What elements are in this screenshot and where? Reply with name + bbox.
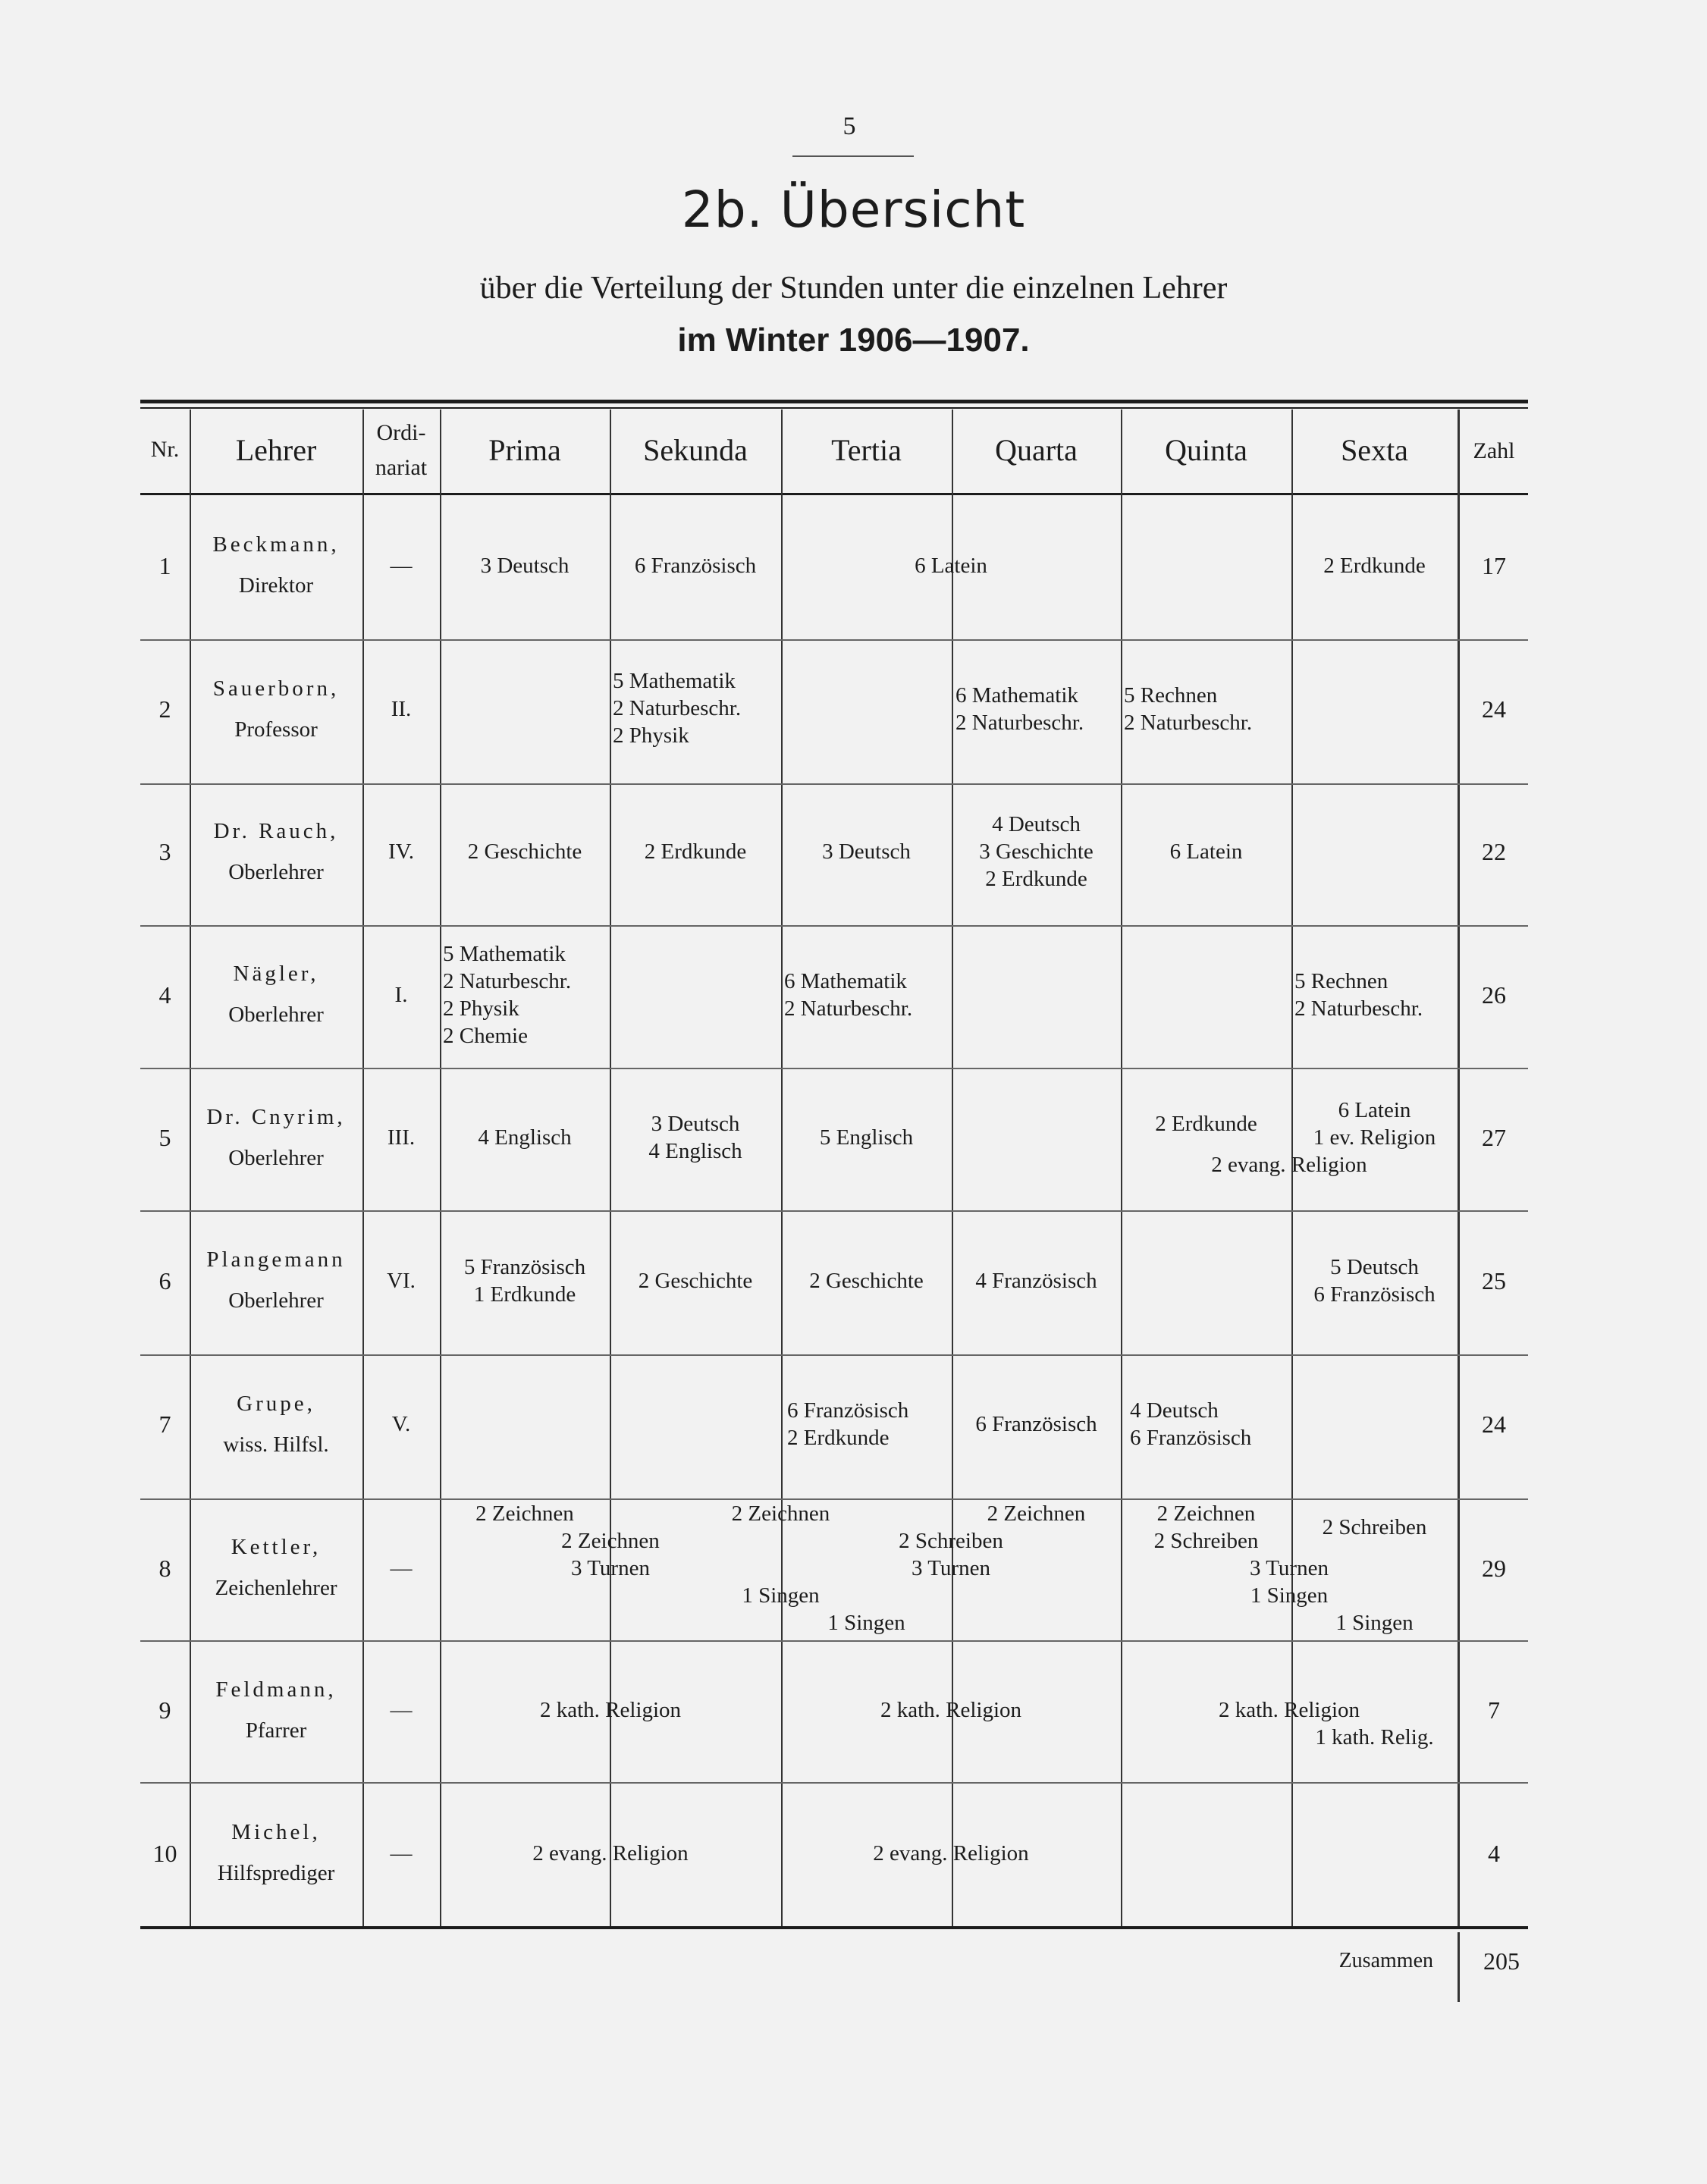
row-divider: [140, 1782, 1528, 1784]
cell-tertia-quarta: 3 Turnen: [912, 1556, 990, 1580]
cell-sekunda: 4 Englisch: [648, 1139, 742, 1163]
cell-sexta: 5 Deutsch: [1330, 1255, 1419, 1279]
cell-prima-tertia: 1 Singen: [742, 1583, 820, 1608]
cell-prima-sekunda: 2 evang. Religion: [532, 1841, 689, 1866]
ordinariat: —: [390, 1841, 413, 1866]
table-header-rule: [140, 493, 1528, 495]
cell-quarta: 2 Zeichnen: [987, 1502, 1086, 1526]
cell-quinta: 2 Erdkunde: [1155, 1112, 1257, 1136]
teacher-title: Hilfsprediger: [217, 1861, 335, 1885]
header-quarta: Quarta: [995, 433, 1078, 467]
cell-quinta: 2 Naturbeschr.: [1124, 711, 1253, 735]
ordinariat: —: [390, 1556, 413, 1580]
teacher-name: Nägler,: [233, 962, 319, 986]
row-total: 27: [1482, 1124, 1506, 1151]
cell-quinta-sexta: 2 kath. Religion: [1218, 1698, 1360, 1722]
cell-quinta: 2 Schreiben: [1153, 1529, 1259, 1553]
cell-sexta: 5 Rechnen: [1294, 969, 1389, 993]
row-total: 29: [1482, 1555, 1506, 1582]
cell-prima: 2 Zeichnen: [475, 1502, 574, 1526]
cell-prima: 4 Englisch: [478, 1125, 572, 1150]
cell-quarta: 4 Französisch: [975, 1269, 1097, 1293]
ordinariat: —: [390, 554, 413, 578]
row-number: 10: [152, 1840, 177, 1867]
cell-tertia-quarta: 2 kath. Religion: [880, 1698, 1022, 1722]
teacher-name: Sauerborn,: [212, 676, 340, 701]
cell-tertia: 2 Erdkunde: [787, 1426, 890, 1450]
cell-sexta: 1 kath. Relig.: [1315, 1725, 1434, 1749]
cell-quinta: 4 Deutsch: [1130, 1398, 1219, 1423]
row-divider: [140, 639, 1528, 641]
row-total: 22: [1482, 838, 1506, 865]
header-ordinariat-2: nariat: [375, 455, 428, 480]
cell-tertia: 2 Naturbeschr.: [784, 996, 913, 1021]
row-total: 25: [1482, 1267, 1506, 1294]
cell-quinta-sexta-shared: 2 evang. Religion: [1211, 1153, 1367, 1177]
teacher-name: Plangemann: [206, 1247, 346, 1272]
page-title: 2b. Übersicht: [681, 180, 1026, 239]
cell-tertia: 6 Französisch: [787, 1398, 909, 1423]
cell-sexta: 2 Schreiben: [1322, 1515, 1427, 1539]
row-total: 7: [1488, 1696, 1500, 1724]
table-top-rule-thin: [140, 407, 1528, 409]
row-total: 17: [1482, 552, 1506, 579]
ordinariat: IV.: [388, 839, 415, 864]
cell-tertia-quarta: 2 Schreiben: [899, 1529, 1003, 1553]
cell-sexta: 1 ev. Religion: [1313, 1125, 1436, 1150]
teacher-title: Oberlehrer: [228, 860, 324, 884]
cell-prima-sekunda: 2 kath. Religion: [539, 1698, 682, 1722]
cell-prima: 2 Geschichte: [467, 839, 582, 864]
page-subtitle-period: im Winter 1906—1907.: [677, 322, 1030, 359]
cell-sekunda: 2 Erdkunde: [644, 839, 747, 864]
cell-sekunda-tertia: 1 Singen: [827, 1611, 905, 1635]
row-number: 4: [158, 981, 171, 1009]
teacher-title: Pfarrer: [245, 1718, 307, 1743]
teacher-title: Oberlehrer: [228, 1288, 324, 1313]
cell-sexta: 2 Naturbeschr.: [1294, 996, 1423, 1021]
table-top-rule-thick: [140, 400, 1528, 403]
row-number: 9: [158, 1696, 171, 1724]
teacher-title: Zeichenlehrer: [215, 1576, 337, 1600]
row-number: 5: [158, 1124, 171, 1151]
cell-prima: 2 Naturbeschr.: [443, 969, 572, 993]
cell-sekunda: 2 Naturbeschr.: [613, 696, 742, 720]
cell-quinta: 6 Latein: [1169, 839, 1243, 864]
header-nr: Nr.: [150, 437, 180, 462]
row-total: 4: [1488, 1840, 1500, 1867]
cell-tertia-quarta: 2 evang. Religion: [873, 1841, 1029, 1866]
cell-quarta: 2 Naturbeschr.: [955, 711, 1084, 735]
cell-quarta: 6 Mathematik: [955, 683, 1078, 708]
teacher-name: Dr. Cnyrim,: [206, 1105, 346, 1129]
ordinariat: —: [390, 1698, 413, 1722]
cell-prima: 3 Deutsch: [480, 554, 570, 578]
cell-prima: 5 Mathematik: [443, 942, 566, 966]
teacher-title: Professor: [234, 717, 318, 742]
ordinariat: VI.: [387, 1269, 416, 1293]
cell-quarta: 2 Erdkunde: [985, 867, 1087, 891]
total-label: Zusammen: [1338, 1949, 1433, 1972]
cell-sexta: 6 Latein: [1338, 1098, 1411, 1122]
teacher-name: Kettler,: [231, 1535, 322, 1559]
cell-sexta: 2 Erdkunde: [1323, 554, 1426, 578]
cell-tertia: 6 Mathematik: [784, 969, 907, 993]
teacher-title: wiss. Hilfsl.: [223, 1432, 329, 1457]
teacher-title: Oberlehrer: [228, 1003, 324, 1027]
cell-sekunda: 3 Deutsch: [651, 1112, 740, 1136]
teacher-name: Dr. Rauch,: [213, 819, 339, 843]
row-divider: [140, 925, 1528, 927]
row-number: 6: [158, 1267, 171, 1294]
row-divider: [140, 1210, 1528, 1212]
header-tertia: Tertia: [831, 433, 902, 467]
row-number: 3: [158, 838, 171, 865]
cell-quinta: 2 Zeichnen: [1156, 1502, 1256, 1526]
row-number: 7: [158, 1410, 171, 1438]
row-divider: [140, 783, 1528, 785]
row-total: 24: [1482, 1410, 1506, 1438]
cell-prima: 1 Erdkunde: [473, 1282, 576, 1307]
cell-sekunda: 5 Mathematik: [613, 669, 736, 693]
header-zahl: Zahl: [1473, 438, 1515, 463]
cell-quinta-sexta: 3 Turnen: [1250, 1556, 1329, 1580]
row-number: 8: [158, 1555, 171, 1582]
header-ordinariat-1: Ordi-: [376, 420, 426, 445]
teacher-title: Oberlehrer: [228, 1146, 324, 1170]
row-total: 24: [1482, 695, 1506, 723]
header-prima: Prima: [488, 433, 561, 467]
cell-prima: 2 Physik: [443, 996, 519, 1021]
teacher-name: Grupe,: [237, 1392, 315, 1416]
page-number: 5: [843, 112, 856, 140]
table-bottom-rule: [140, 1926, 1528, 1929]
ordinariat: II.: [391, 697, 412, 721]
cell-prima: 2 Chemie: [443, 1024, 528, 1048]
teacher-name: Feldmann,: [215, 1677, 337, 1702]
cell-quinta: 5 Rechnen: [1124, 683, 1218, 708]
cell-quarta-sexta: 1 Singen: [1250, 1583, 1329, 1608]
cell-sexta: 6 Französisch: [1313, 1282, 1436, 1307]
ordinariat: V.: [391, 1412, 411, 1436]
cell-tertia: 3 Deutsch: [822, 839, 911, 864]
cell-sekunda-tertia: 2 Zeichnen: [731, 1502, 830, 1526]
header-lehrer: Lehrer: [235, 433, 317, 467]
header-sekunda: Sekunda: [643, 433, 748, 467]
cell-prima: 5 Französisch: [463, 1255, 586, 1279]
row-divider: [140, 1640, 1528, 1642]
cell-quarta: 4 Deutsch: [992, 812, 1081, 836]
cell-sekunda: 2 Geschichte: [638, 1269, 753, 1293]
teacher-title: Direktor: [238, 573, 314, 598]
page-number-rule: [792, 155, 914, 157]
teacher-name: Beckmann,: [212, 532, 340, 557]
row-divider: [140, 1068, 1528, 1069]
cell-sekunda: 2 Physik: [613, 723, 689, 748]
row-number: 1: [158, 552, 171, 579]
cell-prima-sekunda: 3 Turnen: [571, 1556, 650, 1580]
ordinariat: I.: [394, 983, 408, 1007]
row-divider: [140, 1354, 1528, 1356]
row-number: 2: [158, 695, 171, 723]
cell-sexta: 1 Singen: [1335, 1611, 1414, 1635]
cell-quarta: 3 Geschichte: [979, 839, 1094, 864]
cell-quarta: 6 Französisch: [975, 1412, 1097, 1436]
header-sexta: Sexta: [1341, 433, 1408, 467]
ordinariat: III.: [387, 1125, 416, 1150]
cell-prima-sekunda: 2 Zeichnen: [561, 1529, 660, 1553]
page-subtitle: über die Verteilung der Stunden unter die einzelnen Lehrer: [479, 271, 1228, 306]
row-total: 26: [1482, 981, 1506, 1009]
teacher-name: Michel,: [231, 1820, 321, 1844]
cell-tertia: 2 Geschichte: [809, 1269, 924, 1293]
cell-sekunda: 6 Französisch: [634, 554, 757, 578]
header-quinta: Quinta: [1165, 433, 1247, 467]
grand-total: 205: [1483, 1947, 1520, 1975]
cell-tertia: 5 Englisch: [819, 1125, 914, 1150]
cell-tertia-quarta: 6 Latein: [915, 554, 987, 578]
cell-quinta: 6 Französisch: [1130, 1426, 1252, 1450]
